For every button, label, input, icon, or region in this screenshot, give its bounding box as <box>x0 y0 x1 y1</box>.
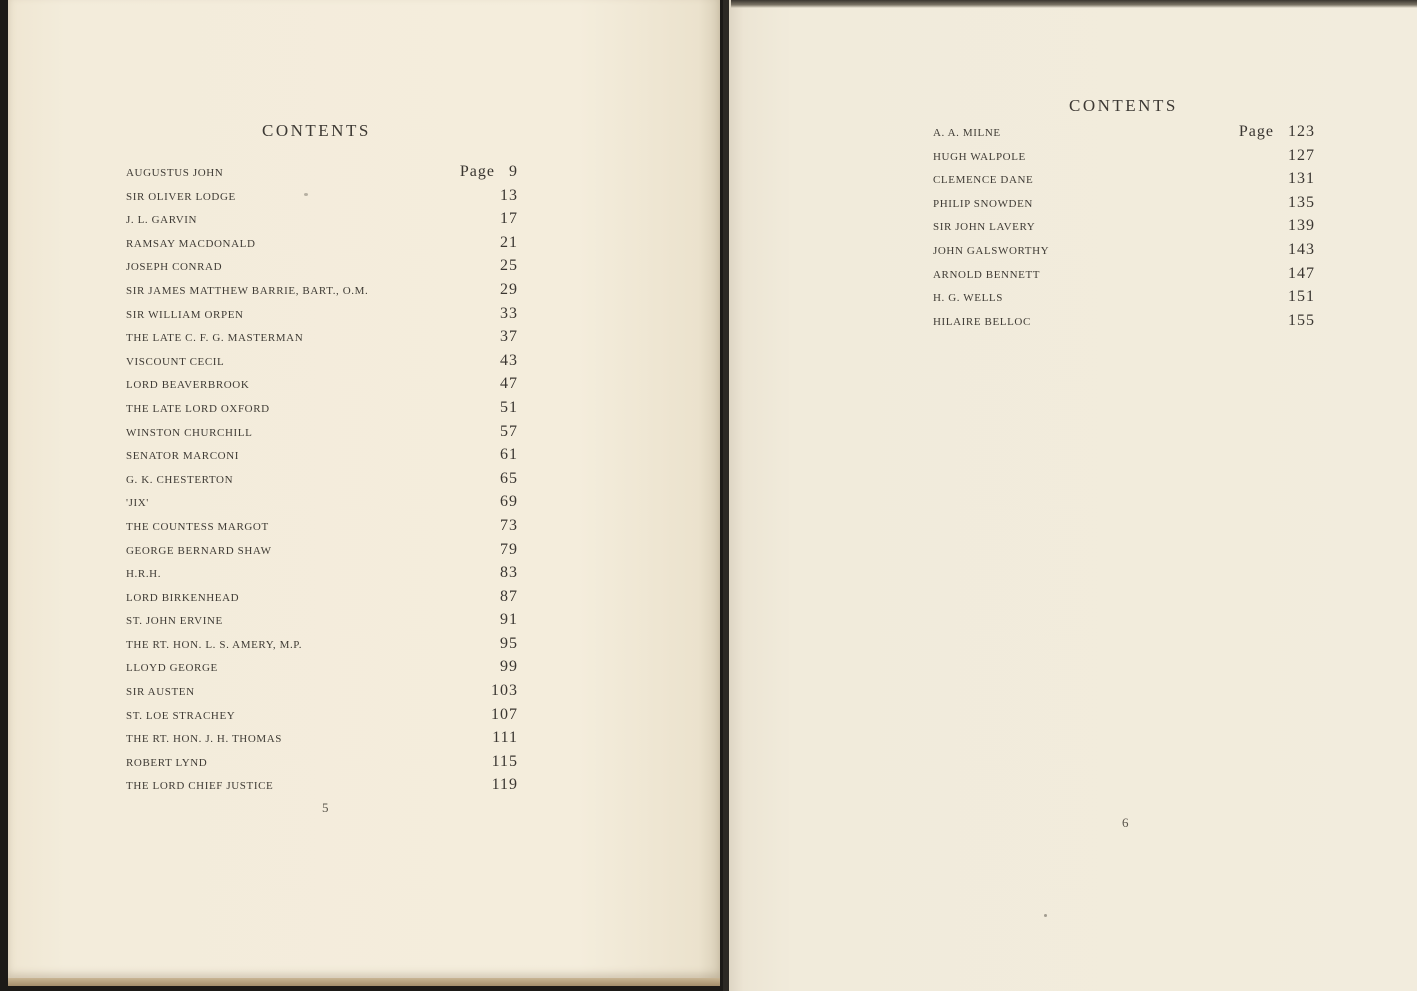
contents-entry <box>126 234 518 258</box>
contents-entry <box>126 257 518 281</box>
entry-page-number: 119 <box>491 776 518 794</box>
paper-speck <box>304 193 308 196</box>
entry-page-number: 151 <box>1288 288 1315 306</box>
entry-page-number: 73 <box>500 516 518 534</box>
entry-page-cell <box>500 210 518 228</box>
entry-title: H.R.H. <box>126 568 162 581</box>
entry-page-number: 111 <box>492 729 518 747</box>
entry-title: H. G. WELLS <box>933 292 1003 305</box>
entry-page-cell <box>500 493 518 511</box>
contents-entry <box>126 493 518 517</box>
entry-page-number: 47 <box>500 375 518 393</box>
contents-entry <box>126 706 518 730</box>
entry-title: GEORGE BERNARD SHAW <box>126 544 272 557</box>
contents-heading: CONTENTS <box>262 121 371 140</box>
entry-title: A. A. MILNE <box>933 127 1001 139</box>
contents-entry <box>933 147 1315 171</box>
contents-entry <box>126 541 518 565</box>
entry-page-cell <box>1288 265 1315 283</box>
entry-title: ROBERT LYND <box>126 756 208 769</box>
entry-title: RAMSAY MACDONALD <box>126 237 256 250</box>
entry-page-number: 9 <box>509 163 518 180</box>
contents-entry <box>126 281 518 305</box>
entry-page-cell <box>492 753 518 771</box>
entry-title: JOSEPH CONRAD <box>126 261 223 274</box>
contents-entry <box>126 328 518 352</box>
entry-page-cell <box>500 635 518 653</box>
contents-entry <box>933 217 1315 241</box>
left-page <box>8 0 720 978</box>
entry-title: ST. JOHN ERVINE <box>126 615 223 628</box>
entry-page-number: 135 <box>1288 193 1315 211</box>
entry-page-cell <box>500 187 518 205</box>
entry-title: AUGUSTUS JOHN <box>126 167 224 179</box>
contents-entry <box>933 265 1315 289</box>
page-number: 6 <box>1122 815 1129 830</box>
entry-page-number: 103 <box>491 682 518 700</box>
entry-page-cell <box>500 588 518 606</box>
entry-title: SIR OLIVER LODGE <box>126 190 236 203</box>
entry-page-number: 21 <box>500 233 518 251</box>
entry-page-number: 95 <box>500 634 518 652</box>
entry-title: JOHN GALSWORTHY <box>933 244 1050 257</box>
entry-title: PHILIP SNOWDEN <box>933 197 1033 210</box>
entry-page-cell <box>492 776 518 794</box>
contents-entry <box>126 658 518 682</box>
entry-page-cell <box>500 257 518 275</box>
page-label: Page <box>459 163 495 180</box>
entry-page-number: 17 <box>500 210 518 228</box>
entry-page-cell <box>500 541 518 559</box>
entry-title: ST. LOE STRACHEY <box>126 709 236 722</box>
entry-page-cell <box>1288 217 1315 235</box>
entry-page-cell <box>492 729 518 747</box>
entry-page-cell <box>491 682 518 700</box>
entry-page-cell <box>500 470 518 488</box>
entry-page-number: 57 <box>500 422 518 440</box>
entry-page-number: 143 <box>1288 240 1315 258</box>
entry-title: G. K. CHESTERTON <box>126 473 234 486</box>
entry-title: 'JIX' <box>126 497 149 510</box>
entry-title: HILAIRE BELLOC <box>933 315 1031 328</box>
entry-page-number: 13 <box>500 186 518 204</box>
entry-page-number: 147 <box>1288 264 1315 282</box>
contents-heading: CONTENTS <box>1069 96 1178 115</box>
entry-title: SIR JAMES MATTHEW BARRIE, BART., O.M. <box>126 284 369 297</box>
contents-entry <box>126 776 518 800</box>
entry-title: LORD BIRKENHEAD <box>126 591 240 604</box>
entry-title: THE COUNTESS MARGOT <box>126 520 269 533</box>
entry-page-number: 127 <box>1288 146 1315 164</box>
contents-list <box>126 163 518 800</box>
contents-entry <box>126 446 518 470</box>
contents-entry <box>126 588 518 612</box>
entry-page-cell <box>500 423 518 441</box>
entry-page-number: 131 <box>1288 170 1315 188</box>
contents-entry <box>126 564 518 588</box>
entry-page-cell <box>1288 241 1315 259</box>
entry-title: CLEMENCE DANE <box>933 174 1034 187</box>
contents-entry <box>126 517 518 541</box>
entry-page-cell <box>500 352 518 370</box>
entry-title: HUGH WALPOLE <box>933 150 1026 163</box>
contents-entry <box>126 753 518 777</box>
right-page <box>723 0 1417 991</box>
entry-page-cell <box>500 281 518 299</box>
entry-page-number: 99 <box>500 658 518 676</box>
entry-title: ARNOLD BENNETT <box>933 268 1041 281</box>
contents-entry <box>126 163 518 187</box>
entry-page-number: 37 <box>500 328 518 346</box>
contents-entry <box>126 352 518 376</box>
entry-page-cell <box>491 706 518 724</box>
entry-page-number: 25 <box>500 257 518 275</box>
entry-page-cell <box>1239 123 1315 141</box>
page-label: Page <box>1238 123 1274 140</box>
contents-entry <box>126 210 518 234</box>
entry-page-cell <box>1288 312 1315 330</box>
page-number: 5 <box>322 800 329 815</box>
contents-entry <box>126 729 518 753</box>
paper-speck <box>1044 914 1047 917</box>
entry-page-cell <box>500 305 518 323</box>
entry-page-cell <box>1288 288 1315 306</box>
entry-page-number: 139 <box>1288 217 1315 235</box>
contents-entry <box>126 423 518 447</box>
entry-page-cell <box>500 564 518 582</box>
contents-entry <box>933 123 1315 147</box>
entry-page-number: 83 <box>500 564 518 582</box>
entry-page-number: 43 <box>500 351 518 369</box>
contents-list <box>933 123 1315 335</box>
entry-title: THE RT. HON. J. H. THOMAS <box>126 733 283 746</box>
entry-page-number: 123 <box>1288 123 1315 140</box>
contents-entry <box>126 399 518 423</box>
entry-page-cell <box>500 611 518 629</box>
entry-page-cell <box>1288 170 1315 188</box>
entry-title: SIR JOHN LAVERY <box>933 221 1036 234</box>
entry-page-cell <box>460 163 518 181</box>
entry-page-number: 65 <box>500 469 518 487</box>
contents-entry <box>933 241 1315 265</box>
entry-page-cell <box>500 658 518 676</box>
contents-entry <box>933 288 1315 312</box>
contents-entry <box>126 635 518 659</box>
entry-page-cell <box>500 399 518 417</box>
entry-title: SENATOR MARCONI <box>126 450 240 463</box>
contents-entry <box>933 312 1315 336</box>
entry-title: VISCOUNT CECIL <box>126 355 225 368</box>
entry-page-number: 155 <box>1288 311 1315 329</box>
entry-page-number: 69 <box>500 493 518 511</box>
entry-page-cell <box>1288 194 1315 212</box>
entry-page-cell <box>1288 147 1315 165</box>
contents-entry <box>126 470 518 494</box>
entry-page-cell <box>500 234 518 252</box>
entry-page-number: 91 <box>500 611 518 629</box>
entry-page-cell <box>500 517 518 535</box>
entry-page-cell <box>500 328 518 346</box>
entry-title: SIR AUSTEN <box>126 686 195 699</box>
entry-page-number: 51 <box>500 398 518 416</box>
entry-title: THE LORD CHIEF JUSTICE <box>126 780 274 793</box>
entry-title: THE RT. HON. L. S. AMERY, M.P. <box>126 638 303 651</box>
entry-page-number: 29 <box>500 280 518 298</box>
entry-title: THE LATE C. F. G. MASTERMAN <box>126 332 304 345</box>
entry-page-number: 33 <box>500 304 518 322</box>
entry-title: LORD BEAVERBROOK <box>126 379 250 392</box>
contents-entry <box>126 682 518 706</box>
entry-page-number: 115 <box>491 752 518 770</box>
contents-entry <box>933 170 1315 194</box>
contents-entry <box>126 375 518 399</box>
entry-title: THE LATE LORD OXFORD <box>126 402 270 415</box>
contents-entry <box>126 187 518 211</box>
entry-page-cell <box>500 446 518 464</box>
entry-page-cell <box>500 375 518 393</box>
entry-page-number: 79 <box>500 540 518 558</box>
contents-entry <box>126 611 518 635</box>
entry-title: J. L. GARVIN <box>126 214 198 227</box>
entry-page-number: 61 <box>500 446 518 464</box>
entry-title: WINSTON CHURCHILL <box>126 426 253 439</box>
contents-entry <box>126 305 518 329</box>
contents-entry <box>933 194 1315 218</box>
entry-page-number: 107 <box>491 705 518 723</box>
entry-title: SIR WILLIAM ORPEN <box>126 308 244 321</box>
entry-title: LLOYD GEORGE <box>126 662 218 675</box>
entry-page-number: 87 <box>500 587 518 605</box>
